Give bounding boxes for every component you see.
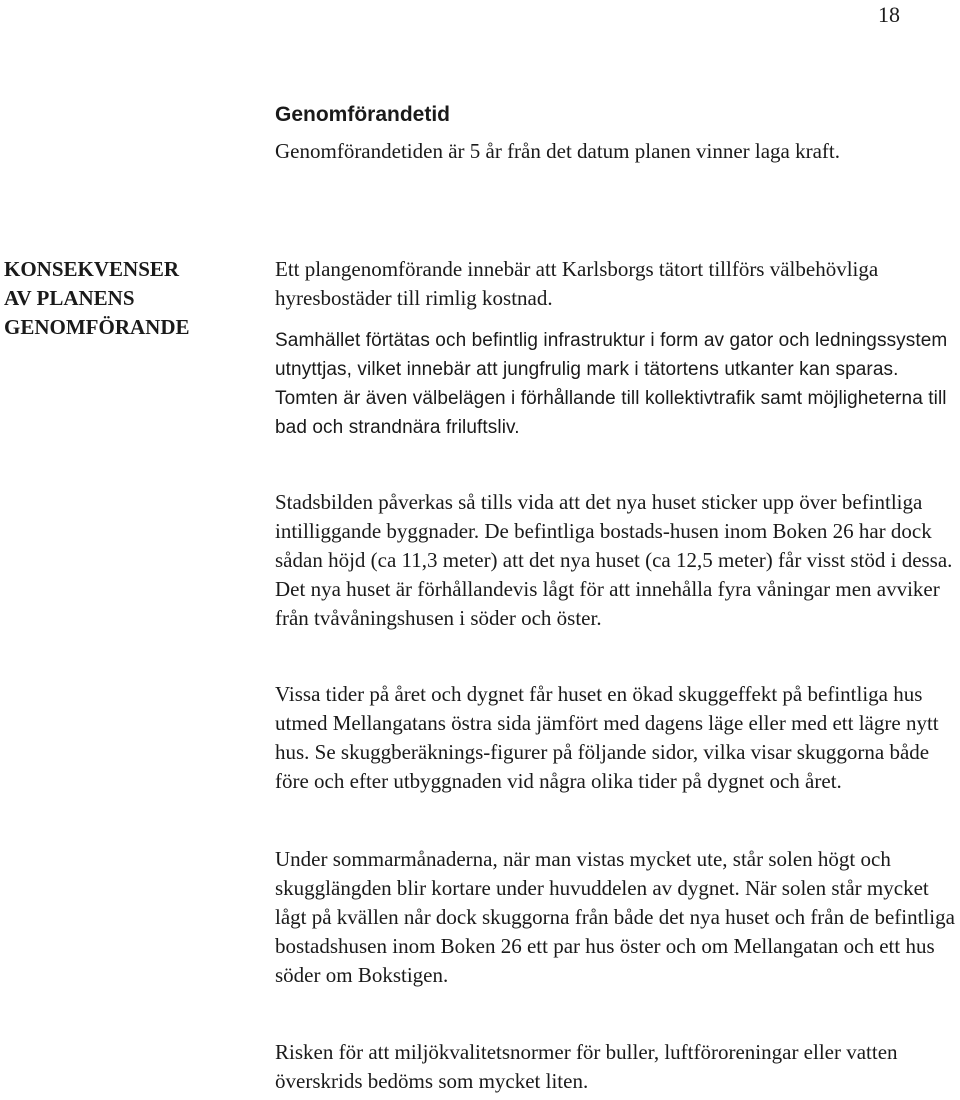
section-text: Genomförandetiden är 5 år från det datum planen vinner laga kraft. (275, 139, 841, 163)
paragraph-infrastructure: Samhället förtätas och befintlig infrastruktur i form av gator och ledningssystem utnyttjas, vilket innebär att jungfrulig mark i tätortens utkanter kan sparas. Tomten är även välbelägen i förhållande till kollektivtrafik samt möjligheterna till bad och strandnära friluftsliv. (275, 330, 948, 438)
paragraph-housing: Ett plangenomförande innebär att Karlsborgs tätort tillförs välbehövliga hyresbostäder till rimlig kostnad. (275, 257, 879, 310)
paragraph-summer-shadows: Under sommarmånaderna, när man vistas mycket ute, står solen högt och skugglängden blir kortare under huvuddelen av dygnet. När solen står mycket lågt på kvällen når dock skuggorna från både det nya huset och från de befintliga bostadshusen inom Boken 26 ett par hus öster och om Mellangatan och ett hus söder om Bokstigen. (275, 847, 955, 987)
consequences-heading-line: AV PLANENS (4, 286, 135, 310)
consequences-heading (4, 255, 254, 342)
paragraph-shadow-effect: Vissa tider på året och dygnet får huset en ökad skuggeffekt på befintliga hus utmed Mellangatans östra sida jämfört med dagens läge eller med ett lägre nytt hus. Se skuggberäknings-figurer på följande sidor, vilka visar skuggorna både före och efter utbyggnaden vid några olika tider på dygnet och året. (275, 682, 939, 793)
consequences-heading-line: KONSEKVENSER (4, 257, 180, 281)
consequences-heading-line: GENOMFÖRANDE (4, 315, 190, 339)
section-heading: Genomförandetid (275, 103, 451, 126)
paragraph-environmental-risk: Risken för att miljökvalitetsnormer för buller, luftföroreningar eller vatten överskrids bedöms som mycket liten. (275, 1040, 898, 1093)
page-number: 18 (878, 2, 900, 27)
paragraph-cityscape: Stadsbilden påverkas så tills vida att det nya huset sticker upp över befintliga intilliggande byggnader. De befintliga bostads-husen inom Boken 26 har dock sådan höjd (ca 11,3 meter) att det nya huset (ca 12,5 meter) får visst stöd i dessa. Det nya huset är förhållandevis lågt för att innehålla fyra våningar men avviker från tvåvåningshusen i söder och öster. (275, 490, 953, 630)
